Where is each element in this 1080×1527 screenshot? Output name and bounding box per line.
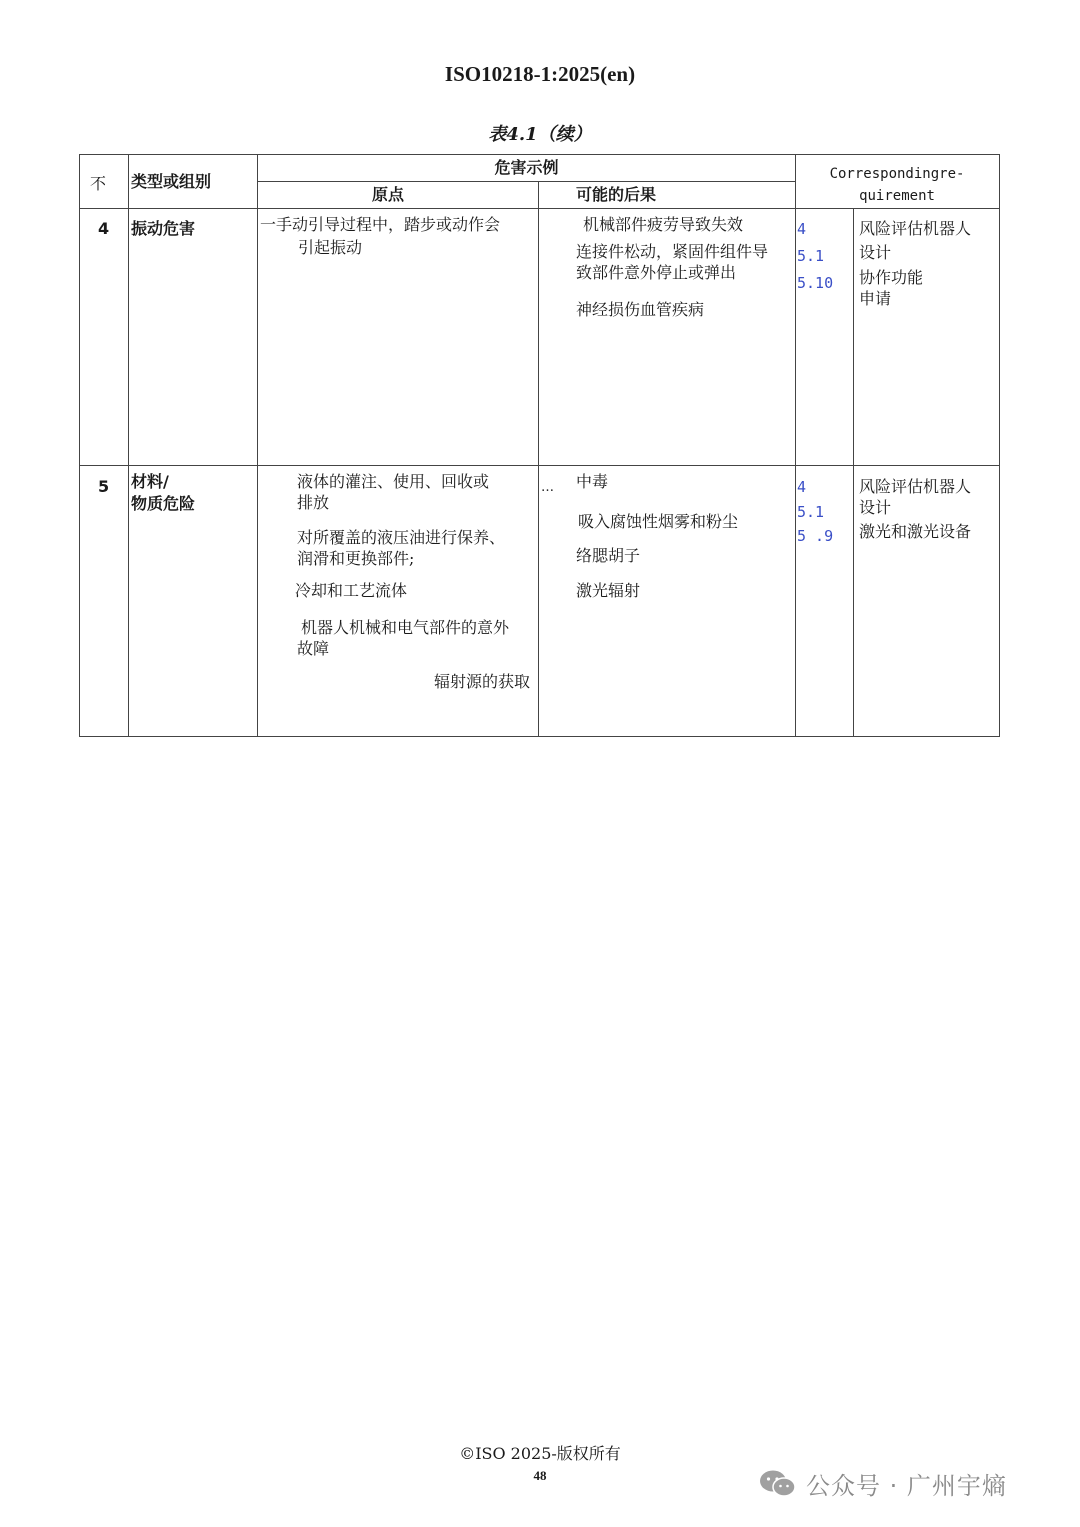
row-5-consequence: 激光辐射 <box>576 581 641 600</box>
row-5-consequence: 吸入腐蚀性烟雾和粉尘 <box>578 512 739 531</box>
row-4-consequence: 致部件意外停止或弹出 <box>576 263 737 282</box>
row-4-requirement: 申请 <box>859 289 892 308</box>
row-5-consequence: 络腮胡子 <box>576 546 641 565</box>
row-4-clause-link[interactable]: 5.1 <box>797 247 825 265</box>
row-4-consequence: 神经损伤血管疾病 <box>576 300 705 319</box>
row-5-origin-line: 对所覆盖的液压油进行保养、 <box>297 528 506 547</box>
wechat-icon <box>758 1469 798 1499</box>
row-5-origin-line: 润滑和更换部件; <box>297 549 415 568</box>
row-5-origin-line: 排放 <box>297 493 330 512</box>
row-4-consequence: 连接件松动，紧固件组件导 <box>576 242 769 261</box>
table-border-left <box>79 154 80 737</box>
copyright-notice: ©ISO 2025-版权所有 <box>459 1444 621 1463</box>
row-5-clause-link[interactable]: 4 <box>797 478 807 496</box>
row-4-requirement: 风险评估机器人 <box>859 219 972 238</box>
watermark-text: 公众号 · 广州宇熵 <box>806 1472 1007 1500</box>
row-4-origin-line: 引起振动 <box>298 238 363 257</box>
row-5-type-line: 材料/ <box>131 472 169 491</box>
col-divider-3 <box>538 181 539 737</box>
row-5-consequence: 中毒 <box>576 472 609 491</box>
row-5-origin-line: 机器人机械和电气部件的意外 <box>301 618 510 637</box>
document-title: ISO10218-1:2025(en) <box>444 62 636 86</box>
col-divider-1 <box>128 154 129 737</box>
row-4-number: 4 <box>98 219 110 238</box>
header-no: 不 <box>90 174 107 193</box>
header-hazard-examples: 危害示例 <box>494 158 559 177</box>
table-caption: 表4.1（续） <box>488 124 592 145</box>
row-5-origin-line: 液体的灌注、使用、回收或 <box>297 472 490 491</box>
col-divider-4 <box>795 154 796 737</box>
header-type: 类型或组别 <box>131 172 212 191</box>
header-requirement-line2: quirement <box>859 188 935 204</box>
row-5-origin-line: 辐射源的获取 <box>434 672 531 691</box>
col-divider-2 <box>257 154 258 737</box>
table-border-right <box>999 154 1000 737</box>
table-border-top <box>79 154 1000 155</box>
row-5-requirement: 激光和激光设备 <box>859 522 972 541</box>
row-4-origin-line: 一手动引导过程中，踏步或动作会 <box>260 215 501 234</box>
header-subdivider <box>257 181 796 182</box>
row-5-clause-link[interactable]: 5.1 <box>797 503 825 521</box>
row-4-type: 振动危害 <box>131 219 196 238</box>
col-divider-5 <box>853 208 854 737</box>
row-4-clause-link[interactable]: 4 <box>797 220 807 238</box>
row-5-requirement: 设计 <box>859 498 892 517</box>
row-5-origin-line: 故障 <box>297 639 330 658</box>
header-origin: 原点 <box>371 185 404 204</box>
row-5-requirement: 风险评估机器人 <box>859 477 972 496</box>
row-4-clause-link[interactable]: 5.10 <box>797 274 834 292</box>
row-4-requirement: 协作功能 <box>859 268 924 287</box>
row-5-number: 5 <box>98 477 110 496</box>
row-5-type-line: 物质危险 <box>131 494 196 513</box>
row-4-requirement: 设计 <box>859 243 892 262</box>
row-divider <box>79 465 1000 466</box>
header-bottom-border <box>79 208 1000 209</box>
row-5-clause-link[interactable]: 5 .9 <box>797 527 834 545</box>
table-border-bottom <box>79 736 1000 737</box>
row-5-ellipsis: … <box>541 480 554 495</box>
row-4-consequence: 机械部件疲劳导致失效 <box>583 215 744 234</box>
page-number: 48 <box>533 1468 547 1483</box>
header-consequences: 可能的后果 <box>576 185 657 204</box>
row-5-origin-line: 冷却和工艺流体 <box>295 581 408 600</box>
watermark <box>758 1466 1007 1501</box>
header-requirement-line1: Correspondingre- <box>829 166 965 182</box>
